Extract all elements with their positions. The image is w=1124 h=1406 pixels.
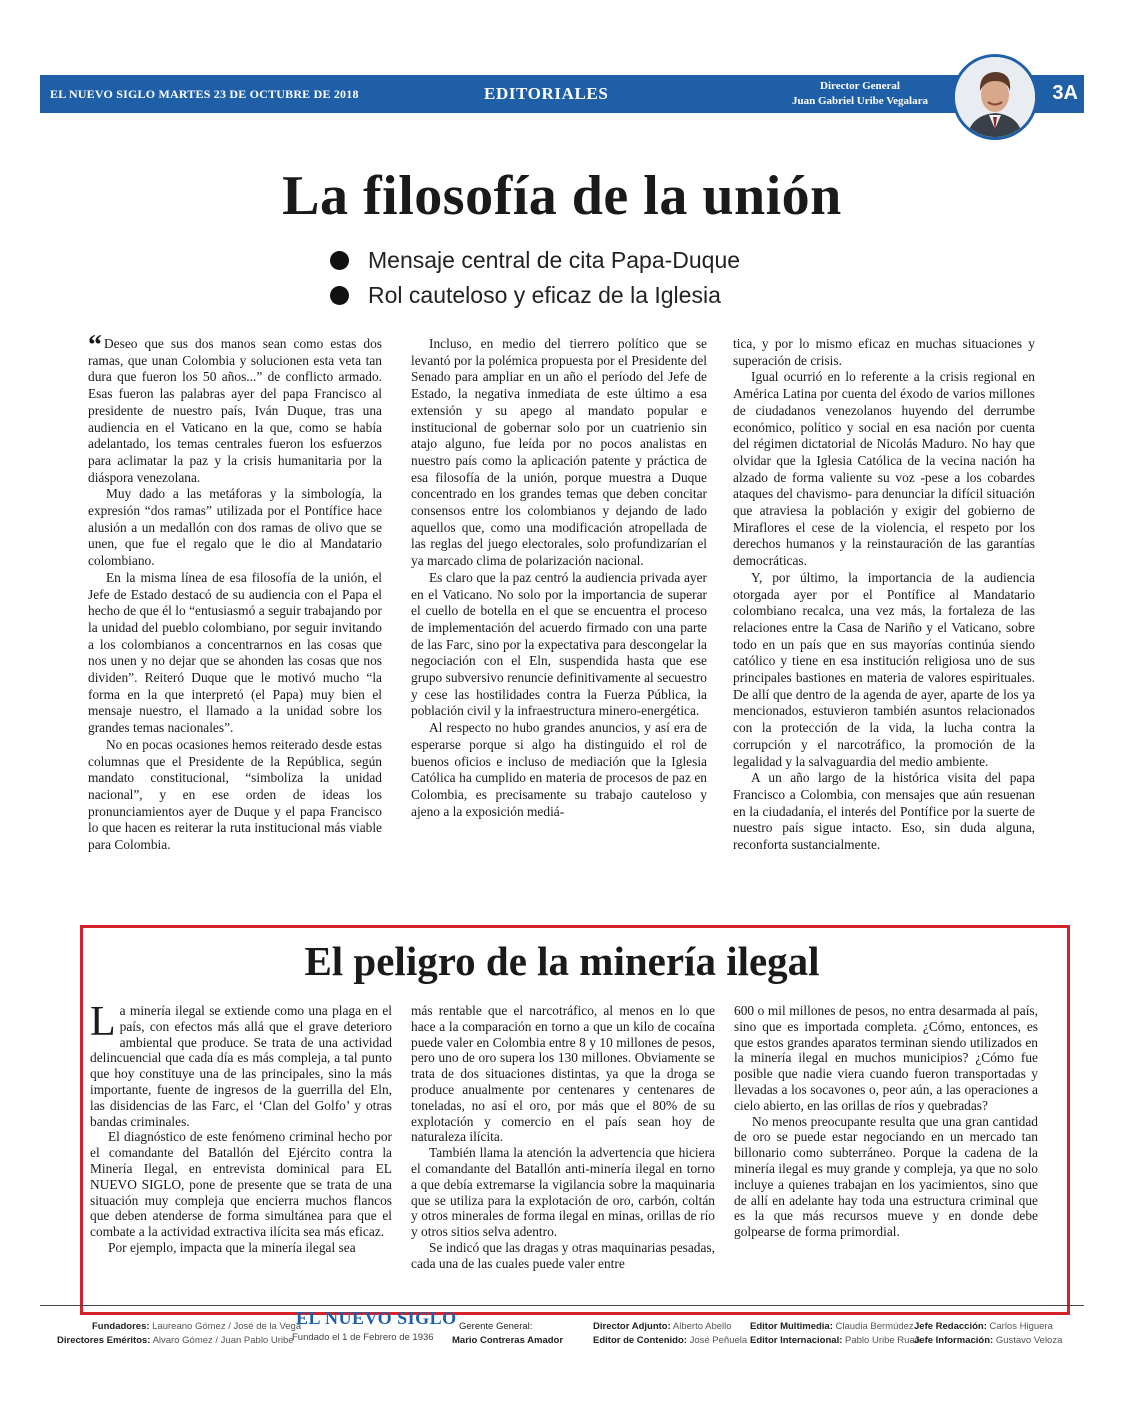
bullet-text: Mensaje central de cita Papa-Duque: [368, 247, 741, 273]
footer-internacional: Editor Internacional: Pablo Uribe Ruan: [750, 1335, 921, 1346]
footer-founders: Fundadores: Laureano Gómez / José de la Vega: [92, 1321, 302, 1332]
editorial-column-3: [733, 336, 1035, 854]
editorial-summary-bullets: [330, 243, 740, 313]
paragraph: No en pocas ocasiones hemos reiterado desde estas columnas que el Presidente de la República, según mandato constitucional, “simboliza la unidad nacional”, y en ese orden de ideas los pronunciamientos ayer de Duque y el papa Francisco lo que hacen es reiterar la ruta institucional más viable para Colombia.: [88, 736, 382, 853]
paragraph: Se indicó que las dragas y otras maquinarias pesadas, cada una de las cuales puede valer entre: [411, 1239, 715, 1271]
paragraph: más rentable que el narcotráfico, al menos en lo que hace a la comparación en torno a que un kilo de cocaína puede valer en Colombia entre 8 y 10 millones de pesos, pero uno de oro supera los 130 millones. Obviamente se trata de dos situaciones distintas, ya que la droga se produce anualmente por centenares y centenares de toneladas, no así el oro, por más que el 80% de su explotación y comercio en el país sean hoy de naturaleza ilícita.: [411, 1003, 715, 1145]
masthead-date: EL NUEVO SIGLO MARTES 23 DE OCTUBRE DE 2018: [50, 87, 359, 101]
editorial-2-title: El peligro de la minería ilegal: [304, 938, 820, 984]
footer-adjunto: Director Adjunto: Alberto Abello: [593, 1321, 732, 1332]
editorial-title: La filosofía de la unión: [282, 165, 842, 227]
paragraph: Igual ocurrió en lo referente a la crisis regional en América Latina por cuenta del éxodo de varios millones de ciudadanos venezolanos huyendo del derrumbe económico, político y social en esa nación por cuenta del régimen dictatorial de Nicolás Maduro. No hay que olvidar que la Iglesia Católica de la vecina nación ha alzado de forma valiente su voz -pese a los cobardes ataques del chavismo- para denunciar la difícil situación que atraviesa la población y exigir del gobierno de Miraflores el cese de la violencia, el respeto por los derechos humanos y la reinstauración de las garantías democráticas.: [733, 369, 1035, 569]
paragraph: No menos preocupante resulta que una gran cantidad de oro se puede estar negociando en un mercado tan billonario como subterráneo. Porque la cadena de la minería ilegal es muy grande y compleja, ya que no solo incluye a quienes trabajan en los yacimientos, sino que de allí en adelante hay toda una estructura criminal que es la que más recursos mueve y en donde debe golpearse de forma primordial.: [734, 1113, 1038, 1240]
section-title: EDITORIALES: [484, 84, 609, 103]
paragraph: Al respecto no hubo grandes anuncios, y así era de esperarse porque si algo ha distinguido el rol de buenos oficios e incluso de mediación que la Iglesia Católica ha cumplido en materia de procesos de paz en Colombia, es precisamente su trabajo cauteloso y ajeno a la exposición mediá-: [411, 720, 707, 819]
editorial-column-2: [411, 336, 707, 820]
paragraph: La minería ilegal se extiende como una plaga en el país, con efectos más allá que el grave deterioro ambiental que produce. Se trata de una actividad delincuencial que cada día es más compleja, a tal punto que hoy constituye una de las principales, sino la más importante, fuente de ingresos de la guerrilla del Eln, las disidencias de las Farc, el ‘Clan del Golfo’ y otras bandas criminales.: [90, 999, 392, 1129]
footer-divider: [40, 1305, 1084, 1306]
paragraph: Muy dado a las metáforas y la simbología, la expresión “dos ramas” utilizada por el Pontífice hace alusión a un medallón con dos ramas de olivo que se unen, que fue el regalo que le dio al Mandatario colombiano.: [88, 486, 382, 569]
paragraph: Incluso, en medio del tierrero político que se levantó por la polémica propuesta por el Presidente del Senado para ampliar en un año el período del Jefe de Estado, la negativa inmediata de este último a esa extensión y su apego al mandato popular e institucional de gobernar solo por un cuatrienio sin atajo alguno, fue leída por no pocos analistas en nuestro país como la aplicación patente y práctica de esa filosofía de la unión, porque muestra a Duque concentrado en los grandes temas que deben concitar consensos entre los colombianos y dejando de lado aquellos que, como una modificación atropellada de las reglas del juego electorales, solo profundizarían el ya marcado clima de polarización nacional.: [411, 336, 707, 569]
paragraph: En la misma línea de esa filosofía de la unión, el Jefe de Estado destacó de su audiencia con el Papa el hecho de que él lo “entusiasmó a seguir trabajando por la unidad del pueblo colombiano, por seguir invitando a los colombianos a concentrarnos en las cosas que nos unen y no dejar que se ahonden las cosas que nos dividen”. Reiteró Duque que le motivó mucho “la forma en la que interpretó (el Papa) muy bien el mensaje nuestro, el llamado a la unidad sobre los grandes temas nacionales”.: [88, 569, 382, 736]
footer-emeritus: Directores Eméritos: Alvaro Gómez / Juan Pablo Uribe: [57, 1335, 294, 1346]
bullet-icon: [330, 286, 349, 305]
footer-gerente-label: Gerente General:: [459, 1321, 533, 1332]
footer-contenido: Editor de Contenido: José Peñuela: [593, 1335, 748, 1346]
paragraph: 600 o mil millones de pesos, no entra desarmada al país, sino que es importada completa. ¿Cómo, entonces, es que estos grandes aparatos terminan siendo utilizados en la minería ilegal en muchos municipios? ¿Cómo fue posible que nadie viera cuando fueron transportadas y llevadas a los socavones o, peor aún, a las operaciones a cielo abierto, en las orillas de ríos y quebradas?: [734, 1003, 1038, 1113]
editorial-2-column-3: [734, 1003, 1038, 1240]
paragraph: También llama la atención la advertencia que hiciera el comandante del Batallón anti-minería ilegal en torno a que debía extremarse la vigilancia sobre la maquinaria que se utiliza para la explotación de oro, carbón, coltán y otros minerales de forma ilegal en minas, orillas de río y otros sitios selva adentro.: [411, 1145, 715, 1240]
editorial-2-column-1: [90, 999, 392, 1256]
editorial-2-column-2: [411, 1003, 715, 1272]
director-credit: [792, 79, 928, 109]
founded-date: Fundado el 1 de Febrero de 1936: [292, 1332, 434, 1343]
director-role: Director General: [820, 80, 900, 92]
drop-cap: L: [90, 999, 116, 1045]
director-portrait: [952, 54, 1038, 140]
footer-multimedia: Editor Multimedia: Claudia Bermúdez: [750, 1321, 914, 1332]
footer-informacion: Jefe Información: Gustavo Veloza: [914, 1335, 1063, 1346]
paragraph: Por ejemplo, impacta que la minería ilegal sea: [108, 1239, 356, 1255]
portrait-image: [955, 57, 1035, 137]
paragraph: A un año largo de la histórica visita del papa Francisco a Colombia, con mensajes que aún resuenan en la ciudadanía, el interés del Pontífice por la suerte de nuestro país sigue intacto. Eso, sin duda alguna, reconforta sustancialmente.: [733, 770, 1035, 853]
quote-mark-icon: “: [88, 330, 102, 361]
editorial-column-1: [88, 330, 382, 854]
footer-redaccion: Jefe Redacción: Carlos Higuera: [914, 1321, 1053, 1332]
newspaper-logo: EL NUEVO SIGLO: [296, 1308, 457, 1328]
paragraph: El diagnóstico de este fenómeno criminal hecho por el comandante del Batallón del Ejército contra la Minería Ilegal, en entrevista dominical para EL NUEVO SIGLO, pone de presente que se trata de una situación muy compleja que encierra muchos flancos que deben atenderse de forma simultánea para que el combate a la actividad extractiva ilícita sea más eficaz.: [90, 1129, 392, 1240]
paragraph: Es claro que la paz centró la audiencia privada ayer en el Vaticano. No solo por la importancia de superar el cuello de botella en el que se encuentra el proceso de implementación del acuerdo firmado con una parte de las Farc, sino por la expectativa para descongelar la negociación con el Eln, suspendida hasta que ese grupo subversivo renuncie definitivamente al secuestro y cese las hostilidades contra la Fuerza Pública, la población civil y la infraestructura minero-energética.: [411, 569, 707, 719]
summary-bullet: [330, 278, 740, 313]
paragraph: tica, y por lo mismo eficaz en muchas situaciones y superación de crisis.: [733, 336, 1035, 368]
director-name: Juan Gabriel Uribe Vegalara: [792, 95, 928, 107]
paragraph: Y, por último, la importancia de la audiencia otorgada ayer por el Pontífice al Mandatario colombiano recalca, una vez más, la fortaleza de las relaciones entre la Casa de Nariño y el Vaticano, sobre todo en un país que en sus mayorías continúa siendo católico y tiene en esa institución religiosa uno de sus principales bastiones en materia de valores espirituales. De allí que dentro de la agenda de ayer, aparte de los ya mencionados, estuvieron también asuntos relacionados con la protección de la vida, la lucha contra la corrupción y el narcotráfico, la promoción de la legalidad y la salvaguardia del medio ambiente.: [733, 569, 1035, 769]
footer-gerente: Mario Contreras Amador: [452, 1335, 564, 1346]
page-number: 3A: [1052, 82, 1078, 104]
summary-bullet: [330, 243, 740, 278]
page-header-bar: [40, 75, 1084, 113]
paragraph: “ Deseo que sus dos manos sean como estas dos ramas, que unan Colombia y solucionen esta veta tan dura que fueron los 50 años...” de conflicto armado. Esas fueron las palabras ayer del papa Francisco al presidente de nuestro país, Iván Duque, tras una audiencia en el Vaticano en la que, como se había adelantado, los temas centrales fueron los esfuerzos para aclimatar la paz y la crisis humanitaria por la diáspora venezolana.: [88, 330, 382, 485]
bullet-text: Rol cauteloso y eficaz de la Iglesia: [368, 282, 721, 308]
bullet-icon: [330, 251, 349, 270]
